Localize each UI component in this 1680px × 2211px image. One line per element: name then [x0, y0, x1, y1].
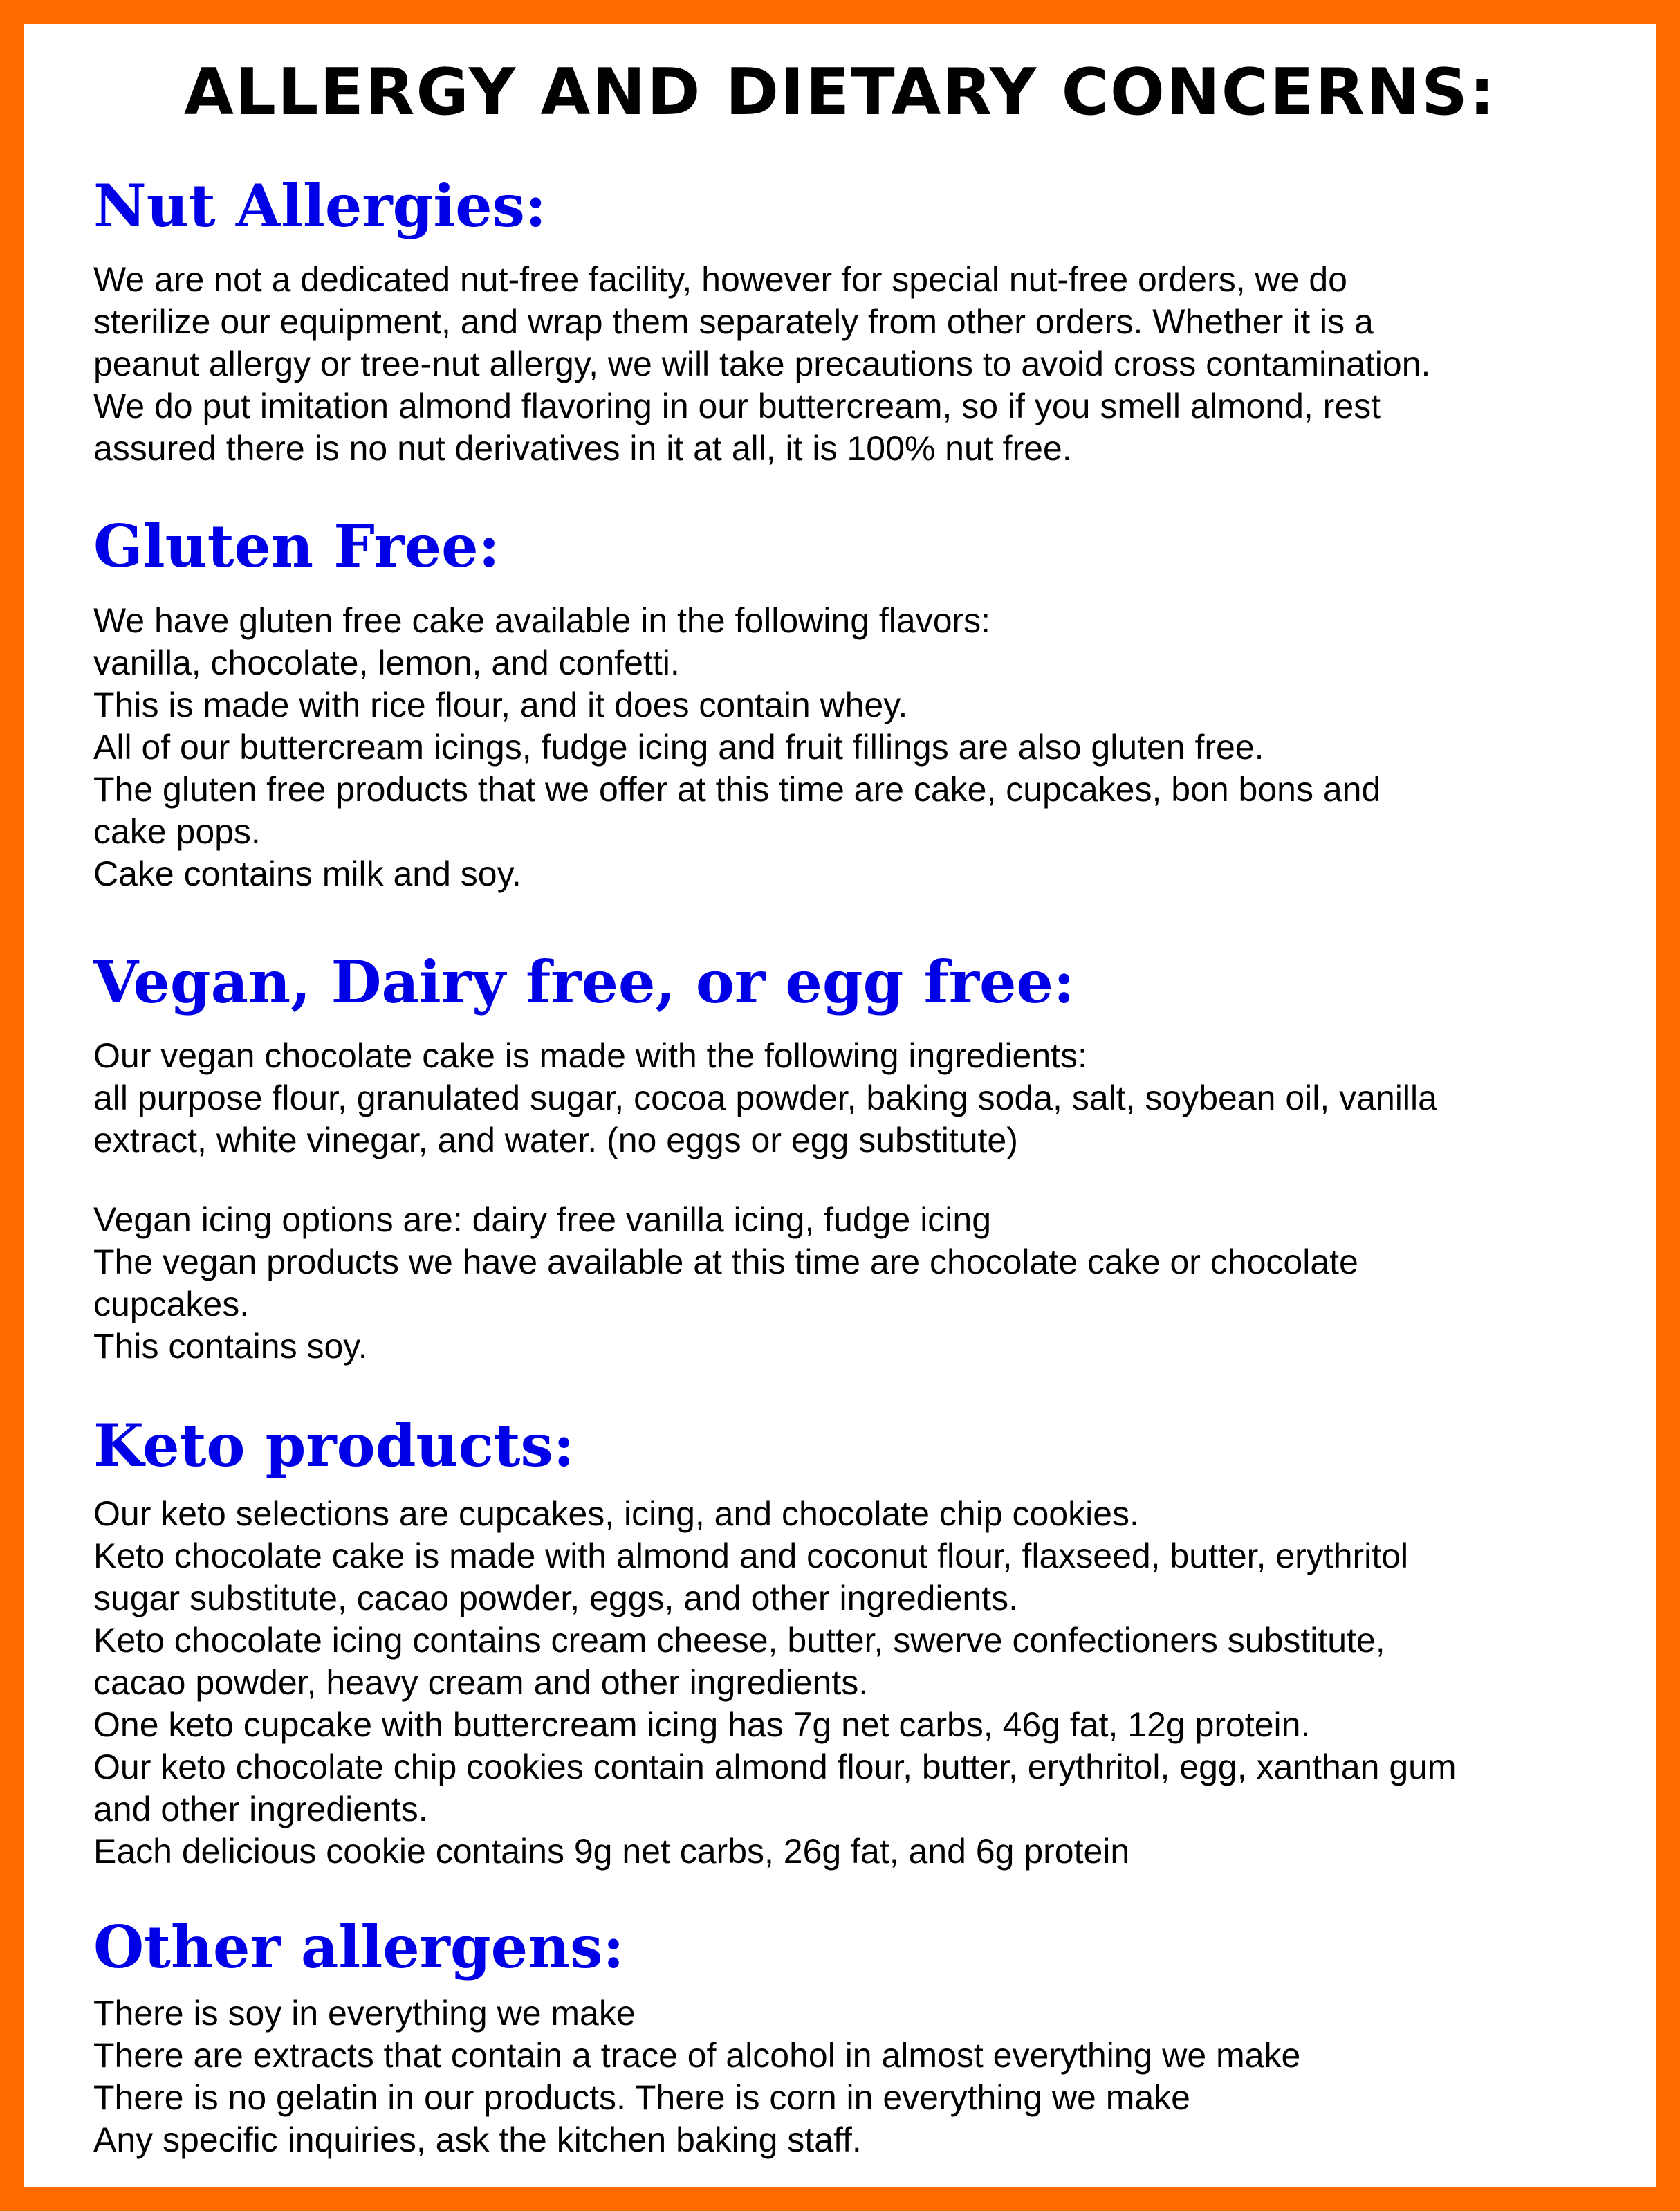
- keto-line: sugar substitute, cacao powder, eggs, and other ingredients.: [93, 1579, 1018, 1617]
- keto-line: Keto chocolate icing contains cream cheese, butter, swerve confectioners substitute,: [93, 1621, 1385, 1660]
- vegan-ingredients-text: [93, 1035, 1615, 1162]
- other-allergens-text: [93, 1992, 1615, 2161]
- nut-line: We do put imitation almond flavoring in our buttercream, so if you smell almond, rest: [93, 387, 1381, 425]
- nut-allergies-text: [93, 259, 1615, 470]
- gluten-line: vanilla, chocolate, lemon, and confetti.: [93, 643, 680, 682]
- vegan-line: all purpose flour, granulated sugar, cocoa powder, baking soda, salt, soybean oil, vanilla: [93, 1079, 1437, 1117]
- vegan-heading: Vegan, Dairy free, or egg free:: [93, 948, 1075, 1016]
- vegan-line: Our vegan chocolate cake is made with the following ingredients:: [93, 1036, 1087, 1075]
- nut-line: peanut allergy or tree-nut allergy, we will take precautions to avoid cross contamination.: [93, 345, 1431, 383]
- vegan-line: The vegan products we have available at this time are chocolate cake or chocolate: [93, 1242, 1358, 1281]
- other-line: There is soy in everything we make: [93, 1994, 636, 2033]
- gluten-line: The gluten free products that we offer at this time are cake, cupcakes, bon bons and: [93, 770, 1381, 809]
- keto-line: cacao powder, heavy cream and other ingredients.: [93, 1663, 869, 1702]
- other-line: There are extracts that contain a trace of alcohol in almost everything we make: [93, 2036, 1301, 2075]
- vegan-options-text: [93, 1199, 1615, 1368]
- keto-text: [93, 1493, 1615, 1873]
- nut-line: sterilize our equipment, and wrap them separately from other orders. Whether it is a: [93, 302, 1374, 341]
- gluten-line: This is made with rice flour, and it does contain whey.: [93, 686, 908, 724]
- keto-line: and other ingredients.: [93, 1790, 428, 1828]
- keto-line: One keto cupcake with buttercream icing has 7g net carbs, 46g fat, 12g protein.: [93, 1705, 1311, 1744]
- other-line: There is no gelatin in our products. There is corn in everything we make: [93, 2078, 1190, 2117]
- gluten-line: Cake contains milk and soy.: [93, 854, 521, 893]
- vegan-line: cupcakes.: [93, 1285, 250, 1323]
- keto-line: Each delicious cookie contains 9g net carbs, 26g fat, and 6g protein: [93, 1832, 1130, 1871]
- gluten-line: We have gluten free cake available in the following flavors:: [93, 601, 991, 640]
- other-line: Any specific inquiries, ask the kitchen baking staff.: [93, 2120, 862, 2159]
- page-title: ALLERGY AND DIETARY CONCERNS:: [183, 55, 1497, 129]
- nut-allergies-heading: Nut Allergies:: [93, 172, 546, 240]
- gluten-free-heading: Gluten Free:: [93, 512, 500, 580]
- keto-line: Our keto chocolate chip cookies contain almond flour, butter, erythritol, egg, xanthan gum: [93, 1747, 1457, 1786]
- gluten-line: All of our buttercream icings, fudge icing and fruit fillings are also gluten free.: [93, 728, 1264, 767]
- keto-line: Our keto selections are cupcakes, icing, and chocolate chip cookies.: [93, 1494, 1139, 1533]
- keto-line: Keto chocolate cake is made with almond and coconut flour, flaxseed, butter, erythritol: [93, 1536, 1409, 1575]
- vegan-line: Vegan icing options are: dairy free vanilla icing, fudge icing: [93, 1200, 992, 1239]
- vegan-line: This contains soy.: [93, 1327, 368, 1366]
- gluten-free-text: [93, 600, 1615, 895]
- vegan-line: extract, white vinegar, and water. (no eggs or egg substitute): [93, 1121, 1018, 1159]
- other-allergens-heading: Other allergens:: [93, 1913, 625, 1981]
- nut-line: assured there is no nut derivatives in it at all, it is 100% nut free.: [93, 429, 1072, 468]
- nut-line: We are not a dedicated nut-free facility, however for special nut-free orders, we do: [93, 260, 1347, 299]
- keto-heading: Keto products:: [93, 1411, 575, 1480]
- gluten-line: cake pops.: [93, 812, 261, 851]
